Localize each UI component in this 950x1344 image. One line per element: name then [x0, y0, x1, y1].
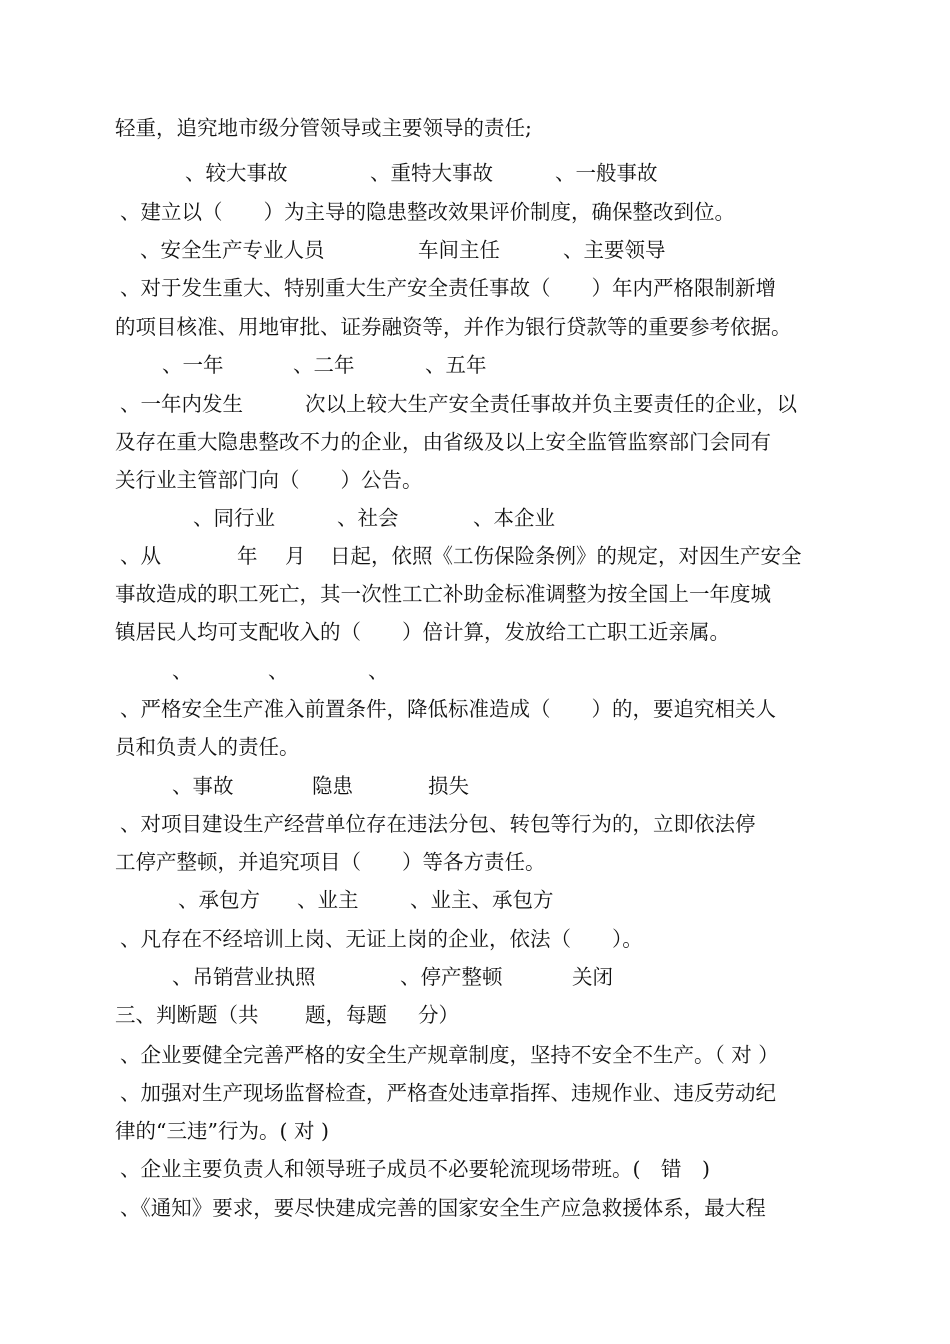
text-segment: 、五年	[425, 353, 487, 377]
text-segment: 、停产整顿	[400, 965, 503, 989]
text-line	[0, 656, 950, 686]
text-segment: 及存在重大隐患整改不力的企业，由省级及以上安全监管监察部门会同有	[115, 430, 771, 454]
text-segment: 、业主	[297, 888, 359, 912]
text-line	[0, 273, 950, 303]
text-segment: 、业主、承包方	[410, 888, 554, 912]
text-line	[0, 924, 950, 954]
text-line	[0, 113, 950, 143]
text-segment: 、对项目建设生产经营单位存在违法分包、转包等行为的，立即依法停	[120, 812, 756, 836]
text-segment: 工停产整顿，并追究项目（ ）等各方责任。	[115, 850, 546, 874]
text-segment: 、重特大事故	[370, 161, 493, 185]
text-segment: 、主要领导	[563, 238, 666, 262]
text-segment: 、凡存在不经培训上岗、无证上岗的企业，依法（ ）。	[120, 927, 643, 951]
text-line	[0, 312, 950, 342]
text-segment: 、一般事故	[555, 161, 658, 185]
text-line	[0, 962, 950, 992]
text-segment: 日起，依照《工伤保险条例》的规定，对因生产安全	[330, 544, 802, 568]
text-line	[0, 158, 950, 188]
text-line	[0, 809, 950, 839]
text-line	[0, 503, 950, 533]
text-line	[0, 350, 950, 380]
text-line	[0, 235, 950, 265]
text-segment: 律的“三违”行为。( 对 )	[115, 1119, 329, 1143]
text-segment: 、	[172, 659, 193, 683]
text-line	[0, 541, 950, 571]
text-segment: 隐患	[312, 774, 353, 798]
text-segment: 关行业主管部门向（ ）公告。	[115, 468, 423, 492]
text-segment: 、吊销营业执照	[172, 965, 316, 989]
text-segment: 、承包方	[178, 888, 260, 912]
text-segment: 、社会	[337, 506, 399, 530]
text-segment: 、一年内发生	[120, 392, 243, 416]
text-line	[0, 1078, 950, 1108]
text-segment: 题，每题	[305, 1003, 387, 1027]
text-segment: 、对于发生重大、特别重大生产安全责任事故（ ）年内严格限制新增	[120, 276, 776, 300]
text-segment: 、较大事故	[185, 161, 288, 185]
text-segment: 、	[268, 659, 289, 683]
text-segment: 、事故	[172, 774, 234, 798]
text-line	[0, 694, 950, 724]
text-segment: 、一年	[162, 353, 224, 377]
text-segment: 车间主任	[418, 238, 500, 262]
text-segment: 、严格安全生产准入前置条件，降低标准造成（ ）的，要追究相关人	[120, 697, 776, 721]
text-line	[0, 1116, 950, 1146]
text-segment: 关闭	[572, 965, 613, 989]
text-line	[0, 617, 950, 647]
text-segment: 、加强对生产现场监督检查，严格查处违章指挥、违规作业、违反劳动纪	[120, 1081, 776, 1105]
text-segment: 、建立以（ ）为主导的隐患整改效果评价制度，确保整改到位。	[120, 200, 735, 224]
text-line	[0, 579, 950, 609]
text-line	[0, 771, 950, 801]
text-segment: 事故造成的职工死亡，其一次性工亡补助金标准调整为按全国上一年度城	[115, 582, 771, 606]
text-line	[0, 885, 950, 915]
text-segment: 月	[285, 544, 306, 568]
text-segment: 、《通知》要求，要尽快建成完善的国家安全生产应急救援体系，最大程	[120, 1196, 766, 1220]
text-line	[0, 197, 950, 227]
text-segment: 次以上较大生产安全责任事故并负主要责任的企业，以	[305, 392, 797, 416]
text-line	[0, 732, 950, 762]
text-segment: 年	[237, 544, 258, 568]
text-segment: 的项目核准、用地审批、证券融资等，并作为银行贷款等的重要参考依据。	[115, 315, 792, 339]
text-segment: 、本企业	[473, 506, 555, 530]
text-segment: 三、判断题（共	[115, 1003, 259, 1027]
text-segment: 员和负责人的责任。	[115, 735, 300, 759]
text-segment: 、从	[120, 544, 161, 568]
text-segment: 轻重，追究地市级分管领导或主要领导的责任;	[115, 116, 532, 140]
text-segment: 分）	[418, 1003, 459, 1027]
text-line	[0, 847, 950, 877]
text-segment: 、二年	[293, 353, 355, 377]
text-line	[0, 465, 950, 495]
text-segment: 、	[368, 659, 389, 683]
text-line	[0, 427, 950, 457]
text-line	[0, 389, 950, 419]
text-line	[0, 1040, 950, 1070]
text-segment: 、企业要健全完善严格的安全生产规章制度，坚持不安全不生产。（ 对 ）	[120, 1043, 779, 1067]
text-segment: 损失	[428, 774, 469, 798]
text-segment: 、企业主要负责人和领导班子成员不必要轮流现场带班。( 错 )	[120, 1157, 710, 1181]
text-segment: 镇居民人均可支配收入的（ ）倍计算，发放给工亡职工近亲属。	[115, 620, 730, 644]
text-segment: 、同行业	[193, 506, 275, 530]
text-line	[0, 1000, 950, 1030]
text-line	[0, 1154, 950, 1184]
text-segment: 、安全生产专业人员	[140, 238, 325, 262]
text-line	[0, 1193, 950, 1223]
